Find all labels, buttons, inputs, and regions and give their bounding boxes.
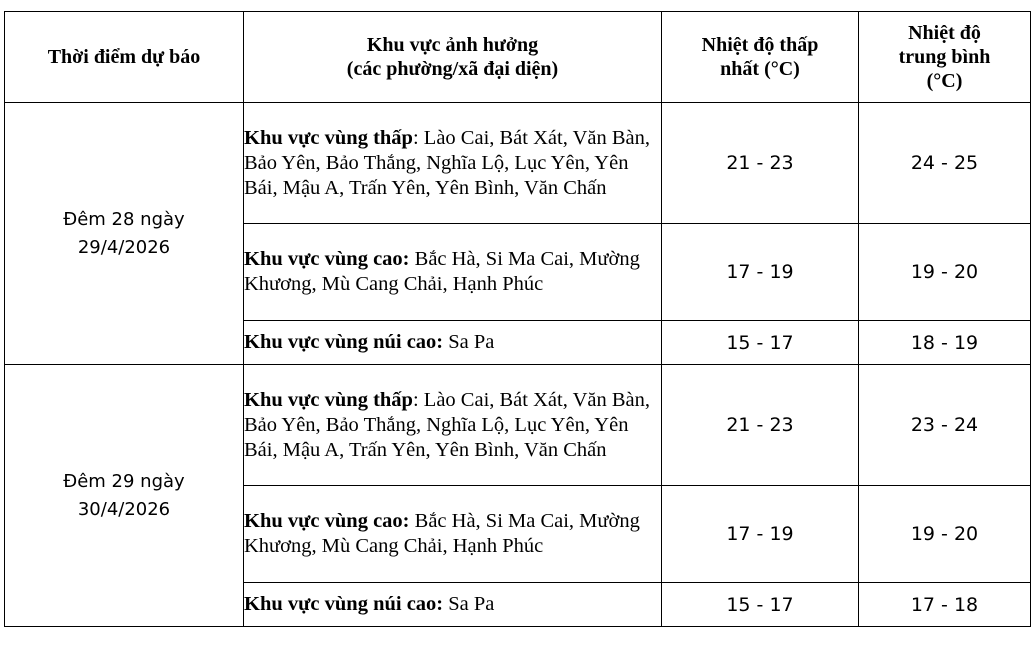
forecast-time-cell: Đêm 28 ngày 29/4/2026 [5,103,244,365]
avg-temp-cell: 19 - 20 [859,224,1031,321]
area-places: Sa Pa [443,331,495,353]
table-header-row [5,12,1031,103]
table-row [5,365,1031,486]
avg-temp-cell: 23 - 24 [859,365,1031,486]
min-temp-cell: 17 - 19 [662,224,859,321]
avg-temp-cell: 17 - 18 [859,583,1031,627]
area-cell [244,486,662,583]
area-separator: : [412,388,419,411]
area-name: Khu vực vùng thấp [244,126,413,149]
header-min-temperature: Nhiệt độ thấp nhất (°C) [662,12,859,103]
min-temp-cell: 15 - 17 [662,321,859,365]
header-affected-area: Khu vực ảnh hưởng (các phường/xã đại diện) [244,12,662,103]
min-temp-cell: 21 - 23 [662,103,859,224]
temperature-forecast-table [4,11,1031,627]
area-name: Khu vực vùng thấp [244,388,413,411]
area-places: Sa Pa [443,593,495,615]
forecast-time-cell: Đêm 29 ngày 30/4/2026 [5,365,244,627]
avg-temp-cell: 24 - 25 [859,103,1031,224]
avg-temp-cell: 18 - 19 [859,321,1031,365]
table-row [5,103,1031,224]
header-forecast-time: Thời điểm dự báo [5,12,244,103]
area-places: Bắc Hà, Si Ma Cai, Mường Khương, Mù Cang Chải, Hạnh Phúc [244,248,640,295]
min-temp-cell: 21 - 23 [662,365,859,486]
area-name: Khu vực vùng núi cao: [244,331,444,353]
header-avg-temperature: Nhiệt độ trung bình (°C) [859,12,1031,103]
area-separator: : [412,126,419,149]
area-cell [244,365,662,486]
area-name: Khu vực vùng cao: [244,510,410,532]
area-name: Khu vực vùng cao: [244,248,410,270]
area-cell [244,224,662,321]
min-temp-cell: 15 - 17 [662,583,859,627]
area-cell [244,321,662,365]
min-temp-cell: 17 - 19 [662,486,859,583]
avg-temp-cell: 19 - 20 [859,486,1031,583]
area-cell [244,103,662,224]
area-name: Khu vực vùng núi cao: [244,593,444,615]
area-places: Lào Cai, Bát Xát, Văn Bàn, Bảo Yên, Bảo Thắng, Nghĩa Lộ, Lục Yên, Yên Bái, Mậu A, Trấn Yên, Yên Bình, Văn Chấn [244,388,651,461]
area-places: Bắc Hà, Si Ma Cai, Mường Khương, Mù Cang Chải, Hạnh Phúc [244,510,640,557]
area-places: Lào Cai, Bát Xát, Văn Bàn, Bảo Yên, Bảo Thắng, Nghĩa Lộ, Lục Yên, Yên Bái, Mậu A, Trấn Yên, Yên Bình, Văn Chấn [244,126,651,199]
area-cell [244,583,662,627]
